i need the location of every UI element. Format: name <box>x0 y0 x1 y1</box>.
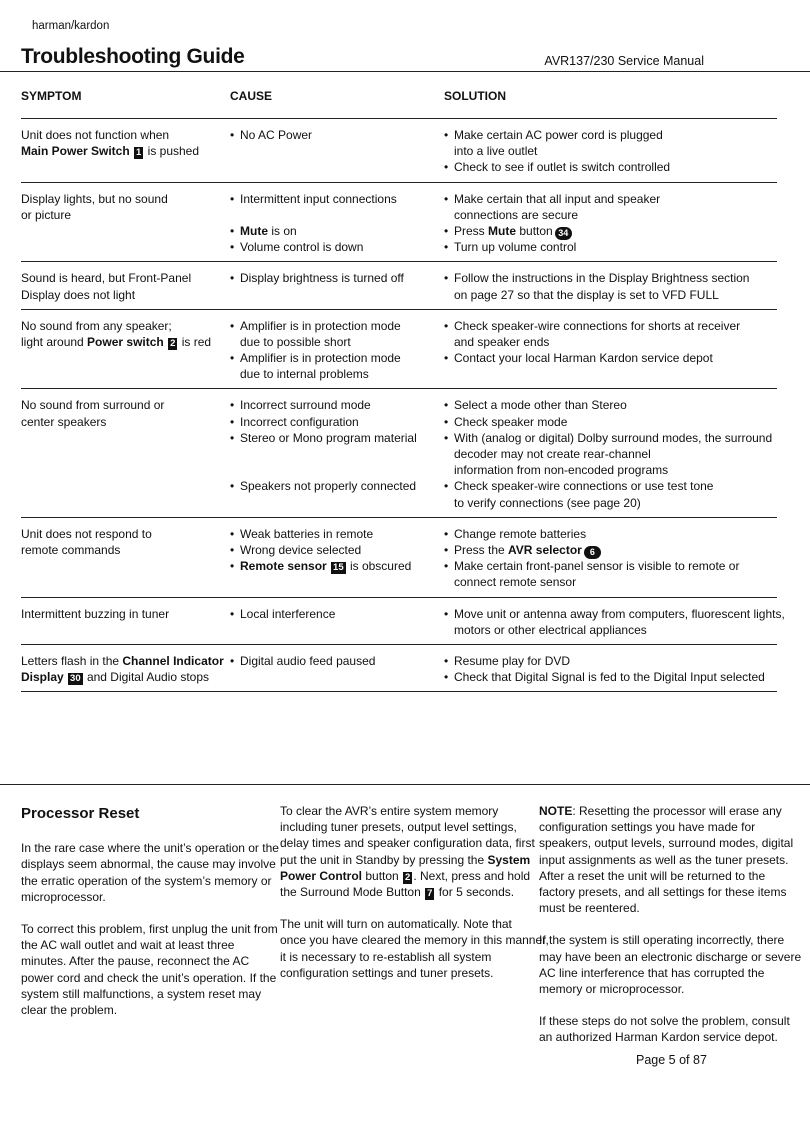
solution-cell <box>444 127 777 176</box>
symptom-text: No sound from any speaker; <box>21 318 172 333</box>
cause-text: • Weak batteries in remote <box>230 526 374 541</box>
symptom-cell <box>21 606 230 638</box>
symptom-text: Display does not light <box>21 287 136 302</box>
cause-cell <box>230 653 444 685</box>
solution-text: • Make certain AC power cord is plugged <box>444 128 663 142</box>
solution-text: • Follow the instructions in the Display Brightness section <box>444 271 750 286</box>
cause-text: • Volume control is down <box>230 240 364 255</box>
symptom-cell <box>21 191 230 256</box>
cause-text: due to possible short <box>240 334 351 349</box>
cause-text: • Amplifier is in protection mode <box>230 318 401 333</box>
solution-text: • Resume play for DVD <box>444 653 571 668</box>
symptom-text: Unit does not respond to <box>21 526 152 541</box>
symptom-text: Display lights, but no sound <box>21 191 168 206</box>
symptom-cell <box>21 127 230 176</box>
symptom-cell <box>21 526 230 591</box>
cause-text: • Remote sensor 15 is obscured <box>230 559 412 574</box>
symptom-text: light around Power switch 2 is red <box>21 334 212 349</box>
cause-text: • Intermittent input connections <box>230 191 397 206</box>
table-row <box>21 645 777 692</box>
solution-text: information from non-encoded programs <box>454 463 669 478</box>
control-number-badge: 1 <box>136 147 142 159</box>
paragraph: The unit will turn on automatically. Note that once you have cleared the memory in this manner, it is necessary to re-establish all system configuration settings and tuner presets. <box>280 917 549 980</box>
solution-cell <box>444 606 785 638</box>
paragraph: To correct this problem, first unplug the unit from the AC wall outlet and wait at least three minutes. After the pause, reconnect the AC power cord and check the unit’s operation. If the system still malfunctions, a system reset may clear the problem. <box>21 921 278 1017</box>
solution-text: • Make certain that all input and speaker <box>444 191 661 206</box>
solution-text: • Check that Digital Signal is fed to the Digital Input selected <box>444 670 765 685</box>
solution-text: • With (analog or digital) Dolby surround modes, the surround <box>444 430 773 445</box>
symptom-text: remote commands <box>21 542 121 557</box>
solution-text: to verify connections (see page 20) <box>454 495 641 510</box>
solution-text: • Check speaker mode <box>444 414 568 429</box>
table-row <box>21 598 785 645</box>
symptom-cell <box>21 653 230 685</box>
symptom-text: Main Power Switch 1 is pushed <box>21 144 200 159</box>
solution-text: • Make certain front-panel sensor is visible to remote or <box>444 559 740 574</box>
cause-text: • Wrong device selected <box>230 542 362 557</box>
cause-cell <box>230 397 444 510</box>
solution-text: • Contact your local Harman Kardon service depot <box>444 351 713 366</box>
control-number-badge: 30 <box>70 673 81 685</box>
symptom-text: or picture <box>21 207 72 222</box>
solution-text: decoder may not create rear-channel <box>454 447 651 461</box>
symptom-text: center speakers <box>21 414 107 429</box>
header-solution: SOLUTION <box>444 89 506 103</box>
solution-cell <box>444 318 777 383</box>
manual-name: AVR137/230 Service Manual <box>544 54 704 68</box>
section-title: Processor Reset <box>21 805 140 822</box>
solution-text: • Change remote batteries <box>444 526 587 541</box>
control-number-badge: 6 <box>584 546 601 559</box>
symptom-text: Intermittent buzzing in tuner <box>21 606 170 621</box>
cause-text: • Mute is on <box>230 223 297 238</box>
symptom-text: Unit does not function when <box>21 128 170 142</box>
page-number: Page 5 of 87 <box>636 1053 707 1067</box>
cause-cell <box>230 526 444 591</box>
header-symptom: SYMPTOM <box>21 89 82 103</box>
cause-text: • Incorrect configuration <box>230 414 359 429</box>
solution-text: • Check speaker-wire connections for shorts at receiver <box>444 318 741 333</box>
cause-text: • Local interference <box>230 606 336 621</box>
section-divider <box>0 784 810 785</box>
control-number-badge: 2 <box>405 871 411 883</box>
symptom-text: No sound from surround or <box>21 398 165 413</box>
solution-text: connections are secure <box>454 207 579 222</box>
symptom-text: Letters flash in the Channel Indicator <box>21 653 224 668</box>
solution-text: motors or other electrical appliances <box>454 622 647 637</box>
cause-cell <box>230 606 444 638</box>
cause-text: • Speakers not properly connected <box>230 479 417 494</box>
cause-text: • Incorrect surround mode <box>230 398 371 413</box>
cause-text: • Stereo or Mono program material <box>230 430 417 445</box>
cause-text: due to internal problems <box>240 367 369 382</box>
table-row <box>21 119 777 183</box>
solution-text: connect remote sensor <box>454 575 577 590</box>
symptom-cell <box>21 397 230 510</box>
reset-column-2 <box>280 803 549 997</box>
paragraph: If these steps do not solve the problem, consult an authorized Harman Kardon service depot. <box>539 1014 790 1045</box>
header-divider <box>0 71 810 72</box>
cause-text: • Digital audio feed paused <box>230 653 376 668</box>
header-cause: CAUSE <box>230 89 273 103</box>
reset-column-3 <box>539 803 802 1061</box>
symptom-cell <box>21 270 230 302</box>
cause-cell <box>230 127 444 176</box>
solution-text: • Check to see if outlet is switch controlled <box>444 160 671 175</box>
symptom-text: Sound is heard, but Front-Panel <box>21 271 192 286</box>
solution-text: • Check speaker-wire connections or use test tone <box>444 479 714 494</box>
control-number-badge: 2 <box>170 337 176 349</box>
table-row <box>21 518 777 598</box>
cause-cell <box>230 270 444 302</box>
solution-text: • Select a mode other than Stereo <box>444 398 627 413</box>
control-number-badge: 34 <box>555 227 572 240</box>
table-row <box>21 183 777 263</box>
cause-text: • No AC Power <box>230 128 313 142</box>
solution-cell <box>444 653 777 685</box>
paragraph: To clear the AVR’s entire system memory including tuner presets, output level settings, delay times and speaker configuration data, first put the unit in Standby by pressing the System Power Control button 2 . Next, press and hold the Surround Mode Button 7 for 5 seconds. <box>280 804 535 899</box>
solution-cell <box>444 270 777 302</box>
solution-text: on page 27 so that the display is set to VFD FULL <box>454 287 719 302</box>
solution-text: • Turn up volume control <box>444 240 577 255</box>
solution-text: into a live outlet <box>454 144 538 159</box>
solution-text: • Move unit or antenna away from computers, fluorescent lights, <box>444 606 785 621</box>
symptom-cell <box>21 318 230 383</box>
note-paragraph: NOTE: Resetting the processor will erase any configuration settings you have made for speakers, output levels, surround modes, digital input assignments as well as the tuner presets. After a reset the unit will be returned to the factory presets, and all settings for these items must be reentered. <box>539 804 794 916</box>
page-title: Troubleshooting Guide <box>21 45 245 68</box>
reset-column-1 <box>21 803 279 1034</box>
brand-logo-text: harman/kardon <box>32 20 110 32</box>
solution-text: • Press Mute button 34 <box>444 223 777 239</box>
troubleshooting-table <box>21 88 785 692</box>
control-number-badge: 15 <box>333 562 344 574</box>
table-row <box>21 262 777 309</box>
paragraph: In the rare case where the unit’s operation or the displays seem abnormal, the cause may involve the erratic operation of the system’s memory or microprocessor. <box>21 841 279 904</box>
table-header <box>21 88 777 119</box>
solution-cell <box>444 397 777 510</box>
solution-cell <box>444 526 777 591</box>
solution-text: • Press the AVR selector 6 <box>444 542 777 558</box>
paragraph: If the system is still operating incorrectly, there may have been an electronic discharge or severe AC line interference that has corrupted the memory or microprocessor. <box>539 933 802 996</box>
table-row <box>21 310 777 390</box>
table-row <box>21 389 777 517</box>
solution-text: and speaker ends <box>454 334 550 349</box>
control-number-badge: 7 <box>427 887 433 899</box>
cause-text: • Display brightness is turned off <box>230 271 404 286</box>
cause-cell <box>230 318 444 383</box>
symptom-text: Display 30 and Digital Audio stops <box>21 670 210 685</box>
solution-cell <box>444 191 777 256</box>
cause-cell <box>230 191 444 256</box>
cause-text: • Amplifier is in protection mode <box>230 351 401 366</box>
